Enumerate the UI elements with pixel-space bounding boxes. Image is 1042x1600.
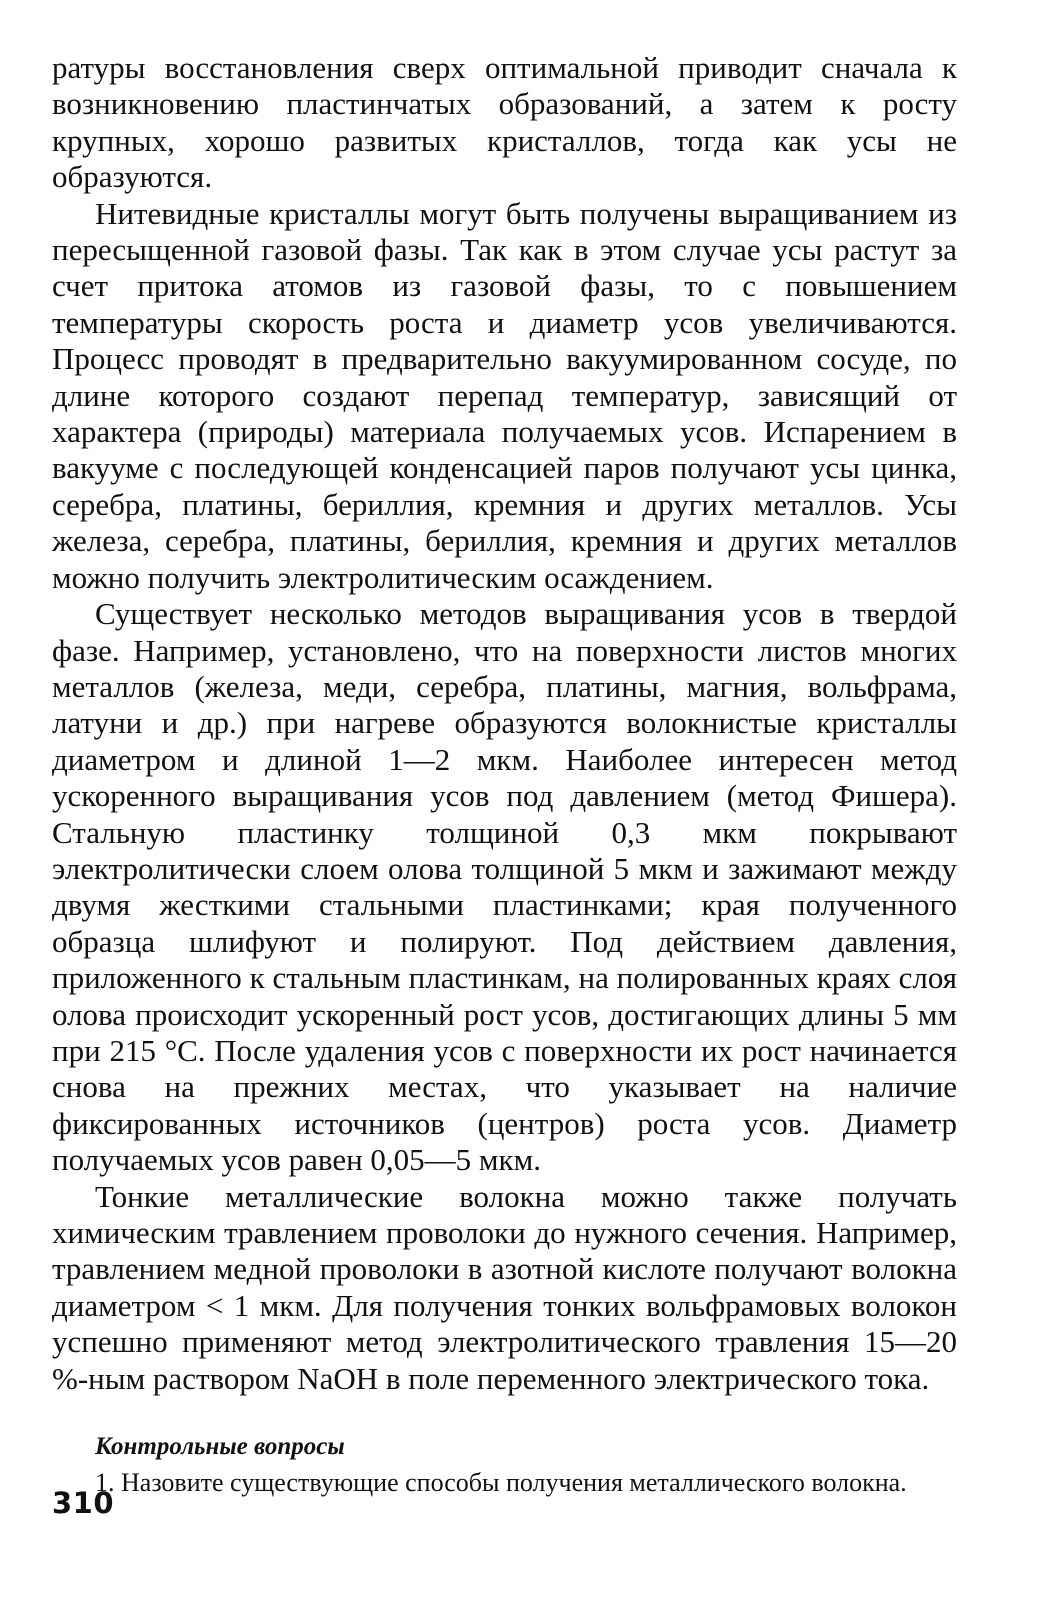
paragraph-chemical-etching: Тонкие металлические волокна можно также получать химическим травлением проволоки до нужного сечения. Например, травлением медной проволоки в азотной кислоте получают волокна диаметром < 1 мкм. Для получения тонких вольфрамовых волокон успешно применяют метод электролитического травления 15—20 %-ным раствором NaOH в поле переменного электрического тока. xyxy=(52,1178,957,1396)
paragraph-continuation: ратуры восстановления сверх оптимальной приводит сначала к возникновению пластинчатых образований, а затем к росту крупных, хорошо развитых кристаллов, тогда как усы не образуются. xyxy=(52,50,957,195)
review-questions xyxy=(52,1431,957,1499)
paragraph-solid-phase-growth: Существует несколько методов выращивания усов в твердой фазе. Например, установлено, что на поверхности листов многих металлов (железа, меди, серебра, платины, магния, вольфрама, латуни и др.) при нагреве образуются волокнистые кристаллы диаметром и длиной 1—2 мкм. Наиболее интересен метод ускоренного выращивания усов под давлением (метод Фишера). Стальную пластинку толщиной 0,3 мкм покрывают электролитически слоем олова толщиной 5 мкм и зажимают между двумя жесткими стальными пластинками; края полученного образца шлифуют и полируют. Под действием давления, приложенного к стальным пластинкам, на полированных краях слоя олова происходит ускоренный рост усов, достигающих длины 5 мм при 215 °С. После удаления усов с поверхности их рост начинается снова на прежних местах, что указывает на наличие фиксированных источников (центров) роста усов. Диаметр получаемых усов равен 0,05—5 мкм. xyxy=(52,596,957,1178)
page-body xyxy=(52,50,957,1499)
review-question-item: 1. Назовите существующие способы получения металлического волокна. xyxy=(95,1468,907,1498)
review-questions-heading: Контрольные вопросы xyxy=(95,1433,345,1461)
page-number: 310 xyxy=(52,1486,115,1520)
paragraph-vapor-growth: Нитевидные кристаллы могут быть получены выращиванием из пересыщенной газовой фазы. Так как в этом случае усы растут за счет притока атомов из газовой фазы, то с повышением температуры скорость роста и диаметр усов увеличиваются. Процесс проводят в предварительно вакуумированном сосуде, по длине которого создают перепад температур, зависящий от характера (природы) материала получаемых усов. Испарением в вакууме с последующей конденсацией паров получают усы цинка, серебра, платины, бериллия, кремния и других металлов. Усы железа, серебра, платины, бериллия, кремния и других металлов можно получить электролитическим осаждением. xyxy=(52,195,957,595)
